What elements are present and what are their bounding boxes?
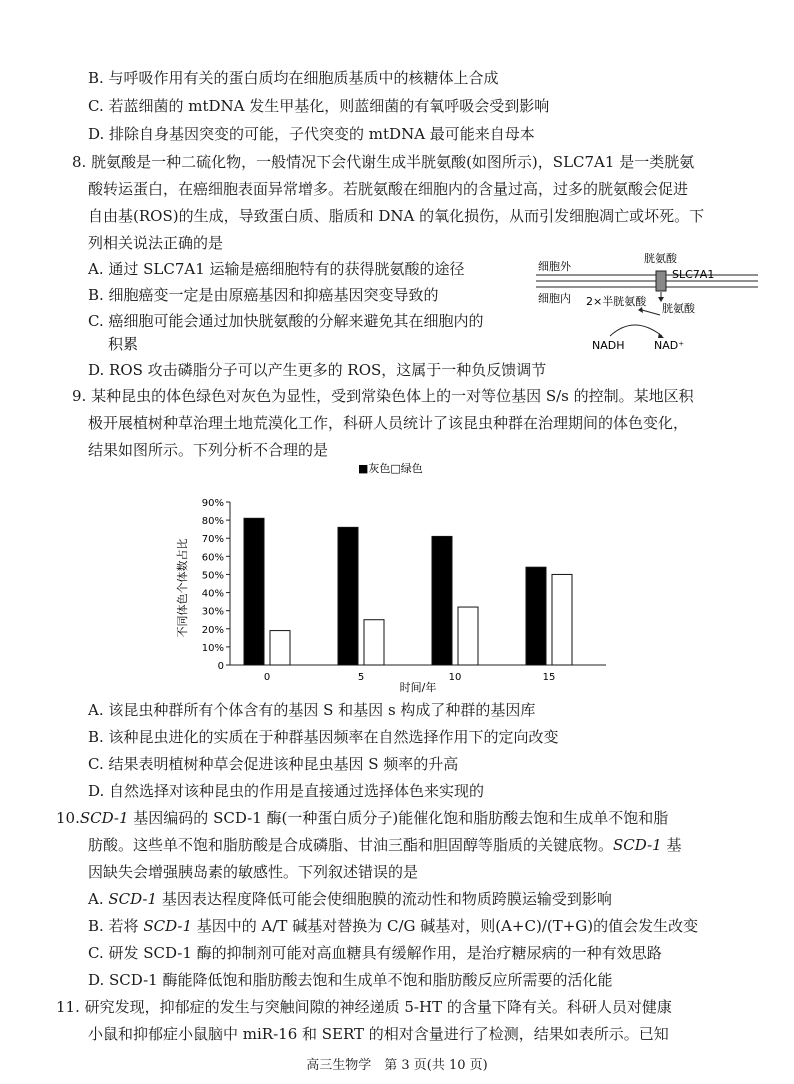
option-letter: B. 若将 (88, 917, 144, 935)
option-8d: D. ROS 攻击磷脂分子可以产生更多的 ROS，这属于一种负反馈调节 (88, 361, 547, 379)
option-7c: C. 若蓝细菌的 mtDNA 发生甲基化，则蓝细菌的有氧呼吸会受到影响 (88, 97, 550, 115)
bar-gray-10 (432, 536, 452, 665)
bar-gray-15 (526, 567, 546, 665)
question-9-stem-3: 结果如图所示。下列分析不合理的是 (88, 441, 329, 459)
option-text: 基因表达程度降低可能会使细胞膜的流动性和物质跨膜运输受到影响 (157, 890, 612, 908)
question-10-stem-2 (88, 835, 681, 855)
option-9d: D. 自然选择对该种昆虫的作用是直接通过选择体色来实现的 (88, 782, 485, 800)
question-10-text-1: 基因编码的 SCD-1 酶(一种蛋白质分子)能催化饱和脂肪酸去饱和生成单不饱和脂 (128, 809, 669, 827)
option-9a: A. 该昆虫种群所有个体含有的基因 S 和基因 s 构成了种群的基因库 (88, 701, 536, 719)
option-text: 基因中的 A/T 碱基对替换为 C/G 碱基对，则(A+C)/(T+G)的值会发生改变 (192, 917, 699, 935)
question-10-number: 10. (56, 809, 80, 827)
question-9-stem-1: 9. 某种昆虫的体色绿色对灰色为显性，受到常染色体上的一对等位基因 S/s 的控制。某地区积 (72, 387, 694, 405)
option-8b: B. 细胞癌变一定是由原癌基因和抑癌基因突变导致的 (88, 286, 439, 304)
question-10-text-2b: 基 (661, 836, 682, 854)
question-11-stem-1: 11. 研究发现，抑郁症的发生与突触间隙的神经递质 5-HT 的含量下降有关。科研人员对健康 (56, 998, 672, 1016)
question-8-stem-3: 自由基(ROS)的生成，导致蛋白质、脂质和 DNA 的氧化损伤，从而引发细胞凋亡或坏死。下 (88, 207, 705, 225)
option-10b (88, 916, 698, 936)
gene-name: SCD-1 (613, 836, 662, 854)
option-letter: A. (88, 890, 109, 908)
label-outside: 细胞外 (538, 260, 571, 273)
option-8a: A. 通过 SLC7A1 运输是癌细胞特有的获得胱氨酸的途径 (88, 260, 465, 278)
option-9b: B. 该种昆虫进化的实质在于种群基因频率在自然选择作用下的定向改变 (88, 728, 559, 746)
question-8-stem-1: 8. 胱氨酸是一种二硫化物，一般情况下会代谢生成半胱氨酸(如图所示)，SLC7A1 是一类胱氨 (72, 153, 695, 171)
y-tick-label: 60% (201, 552, 224, 564)
gene-name: SCD-1 (108, 890, 158, 908)
x-tick-label: 0 (263, 672, 271, 683)
option-10c: C. 研发 SCD-1 酶的抑制剂可能对高血糖具有缓解作用，是治疗糖尿病的一种有效思路 (88, 944, 662, 962)
bar-green-10 (458, 607, 478, 665)
label-cysteine: 2×半胱氨酸 (586, 295, 647, 308)
y-tick-label: 30% (201, 606, 224, 618)
chart-legend: ■灰色□绿色 (358, 462, 423, 475)
option-8c-2: 积累 (108, 335, 139, 353)
x-axis-label: 时间/年 (399, 681, 437, 694)
label-cystine-out: 胱氨酸 (644, 252, 677, 265)
bar-green-5 (364, 620, 384, 665)
question-9-stem-2: 极开展植树种草治理土地荒漠化工作，科研人员统计了该昆虫种群在治理期间的体色变化， (88, 414, 689, 432)
body-color-bar-chart (160, 460, 620, 700)
cystine-diagram (532, 252, 762, 352)
y-tick-label: 90% (201, 498, 224, 509)
y-tick-label: 70% (201, 534, 224, 546)
label-nad: NAD⁺ (654, 339, 685, 352)
x-tick-label: 10 (448, 672, 462, 683)
y-tick-label: 10% (201, 642, 224, 654)
option-8c-1: C. 癌细胞可能会通过加快胱氨酸的分解来避免其在细胞内的 (88, 312, 484, 330)
bar-green-15 (552, 574, 572, 665)
y-tick-label: 40% (201, 588, 224, 600)
x-tick-label: 15 (542, 672, 556, 683)
label-inside: 细胞内 (538, 292, 571, 305)
question-8-stem-4: 列相关说法正确的是 (88, 234, 224, 252)
y-tick-label: 0 (217, 661, 224, 672)
option-10d: D. SCD-1 酶能降低饱和脂肪酸去饱和生成单不饱和脂肪酸反应所需要的活化能 (88, 971, 613, 989)
option-9c: C. 结果表明植树种草会促进该种昆虫基因 S 频率的升高 (88, 755, 459, 773)
option-7d: D. 排除自身基因突变的可能，子代突变的 mtDNA 最可能来自母本 (88, 125, 535, 143)
question-10-stem-3: 因缺失会增强胰岛素的敏感性。下列叙述错误的是 (88, 863, 419, 881)
question-11-stem-2: 小鼠和抑郁症小鼠脑中 miR-16 和 SERT 的相对含量进行了检测，结果如表所示。已知 (88, 1025, 669, 1043)
gene-name: SCD-1 (79, 809, 129, 827)
y-tick-label: 80% (201, 516, 224, 528)
question-10-text-2: 肪酸。这些单不饱和脂肪酸是合成磷脂、甘油三酯和胆固醇等脂质的关键底物。 (88, 836, 614, 854)
page-footer: 高三生物学 第 3 页(共 10 页) (306, 1058, 488, 1073)
bar-gray-0 (244, 518, 264, 665)
label-cystine-in: 胱氨酸 (662, 302, 695, 315)
question-10-stem-1 (56, 808, 668, 828)
y-tick-label: 50% (201, 570, 224, 582)
bar-gray-5 (338, 527, 358, 665)
bar-green-0 (270, 631, 290, 665)
x-tick-label: 5 (357, 672, 365, 683)
label-nadh: NADH (592, 339, 625, 352)
y-tick-label: 20% (201, 624, 224, 636)
transporter-protein (656, 271, 666, 291)
option-7b: B. 与呼吸作用有关的蛋白质均在细胞质基质中的核糖体上合成 (88, 69, 499, 87)
question-8-stem-2: 酸转运蛋白，在癌细胞表面异常增多。若胱氨酸在细胞内的含量过高，过多的胱氨酸会促进 (88, 180, 689, 198)
gene-name: SCD-1 (143, 917, 192, 935)
y-axis-label: 不同体色个体数占比 (176, 538, 189, 638)
option-10a (88, 889, 612, 909)
label-slc7a1: SLC7A1 (672, 268, 715, 281)
